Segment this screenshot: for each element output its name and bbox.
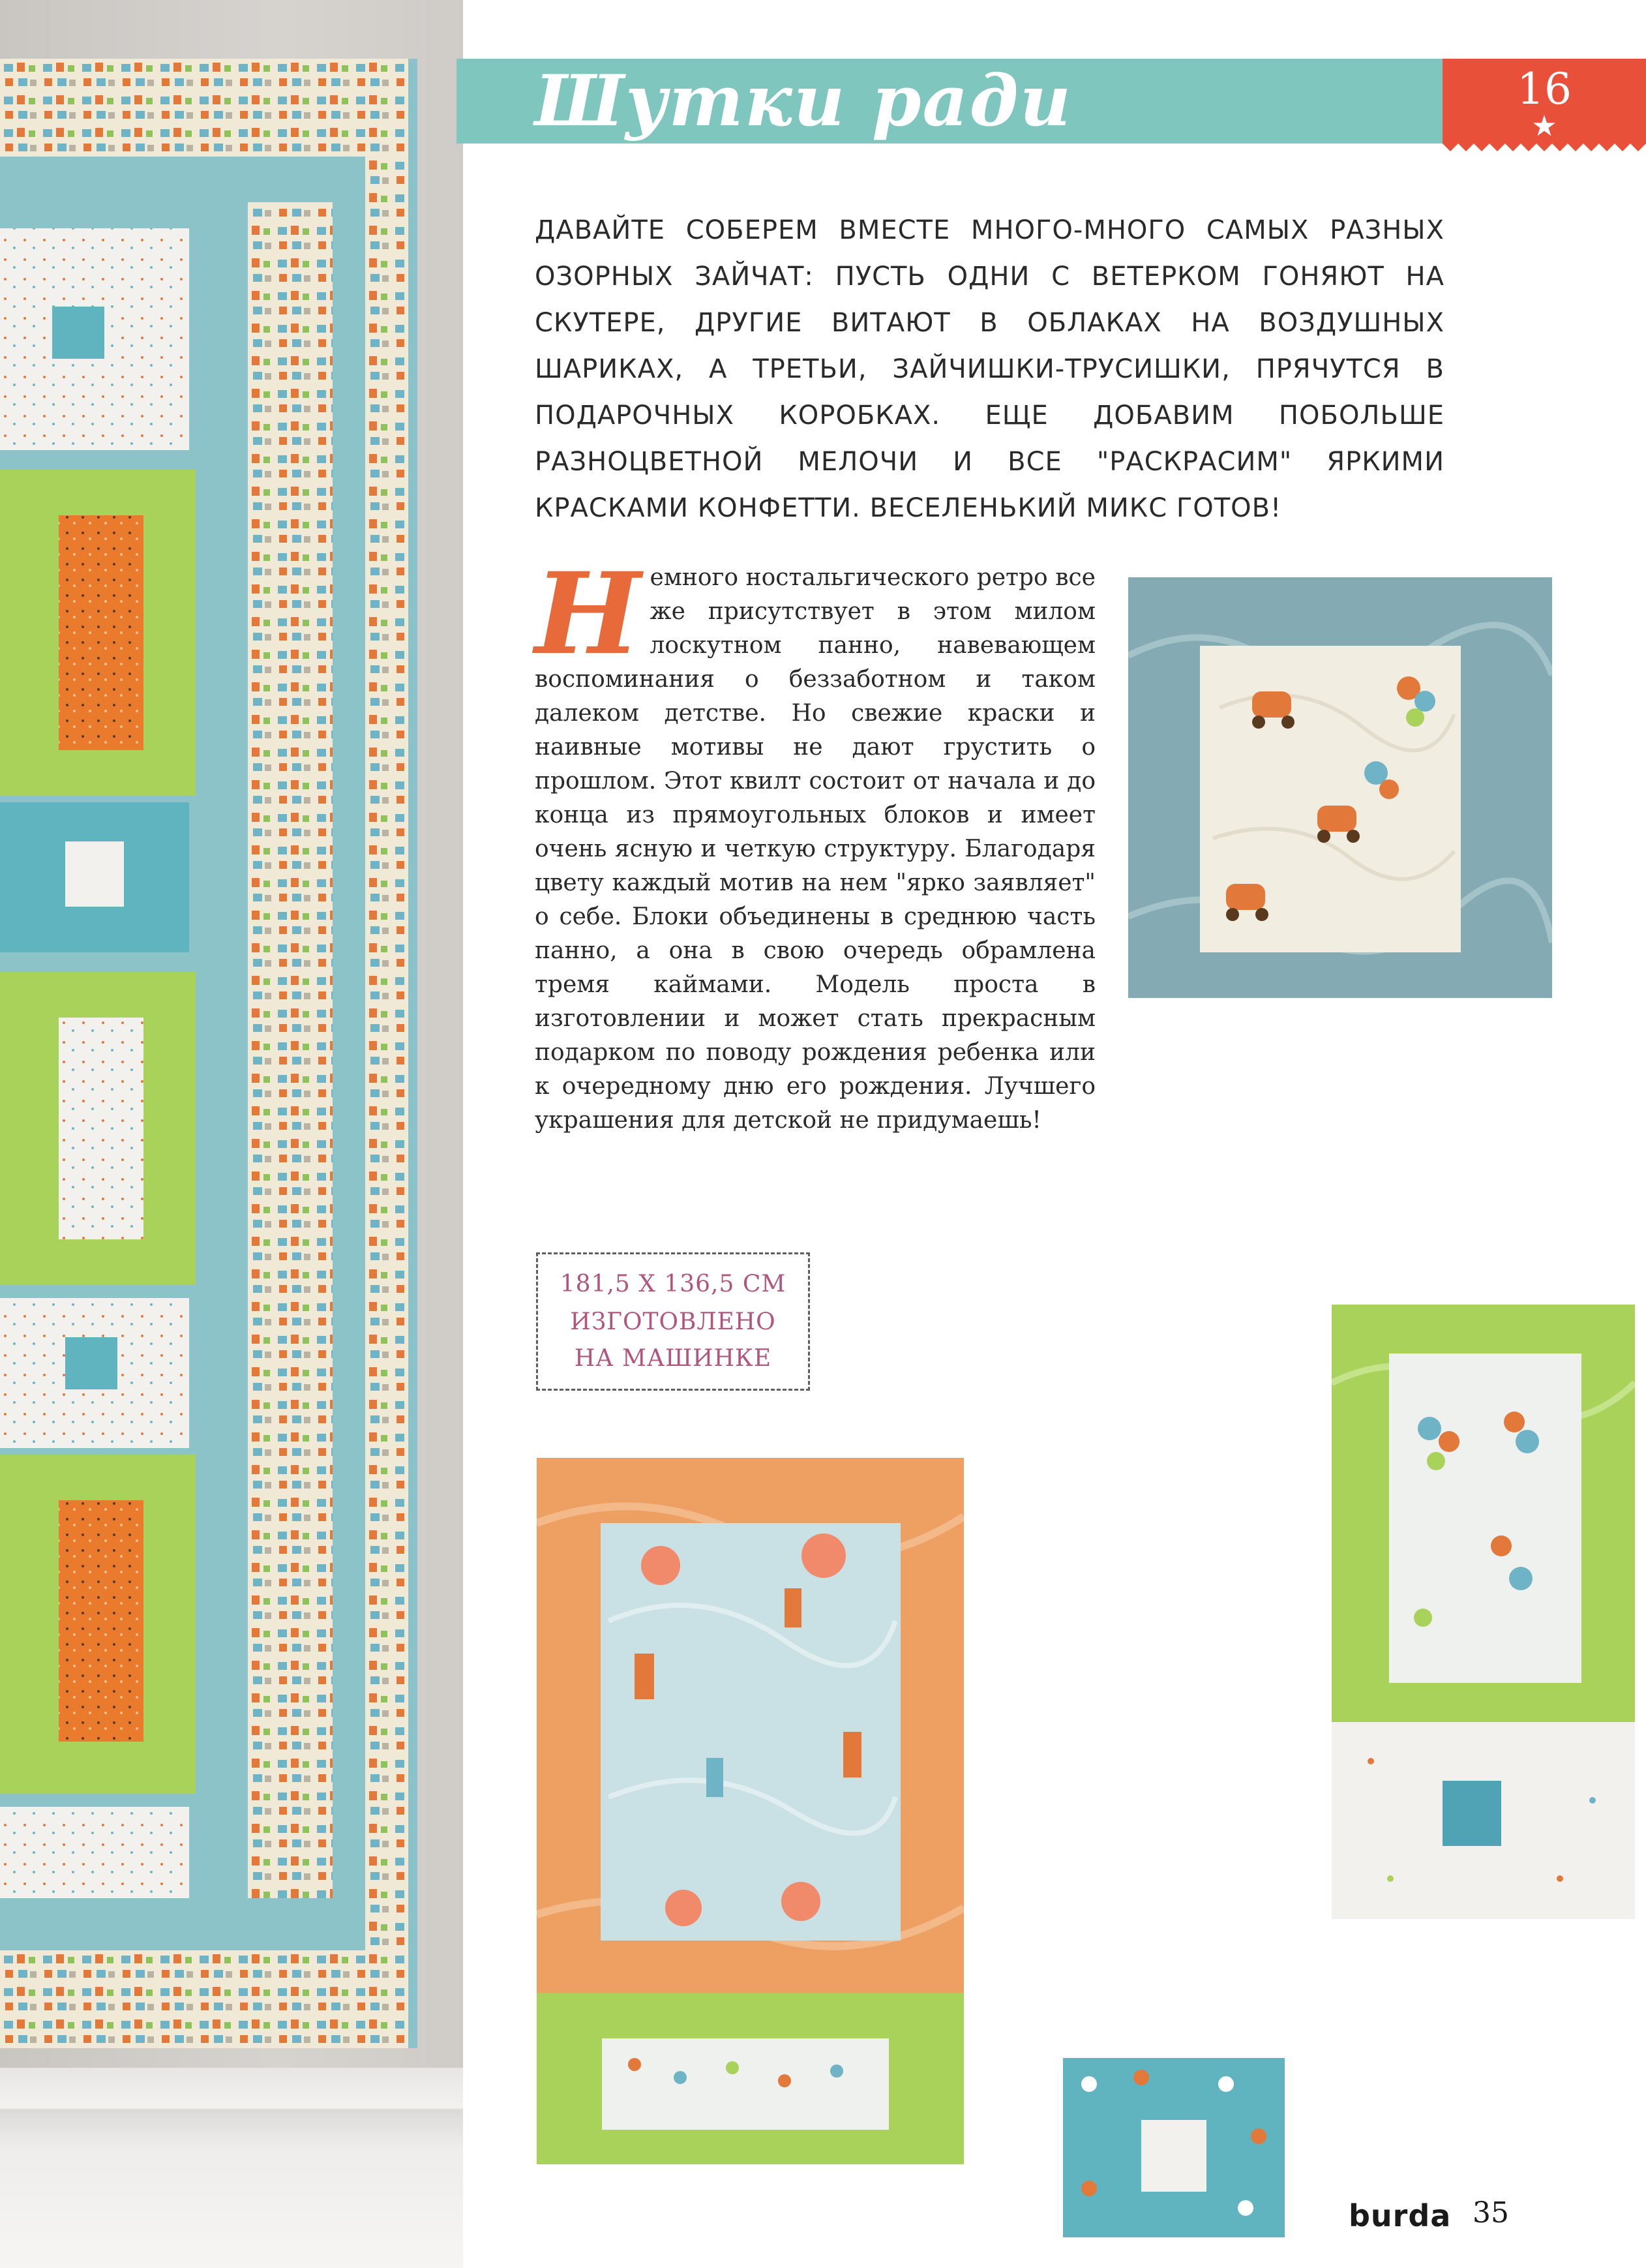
drop-cap: Н [535, 547, 641, 680]
star-icon: ★ [1531, 110, 1557, 143]
page-number: 35 [1473, 2196, 1509, 2230]
brand-logo: burda [1349, 2198, 1452, 2233]
baseboard [0, 2068, 463, 2268]
intro-paragraph: ДАВАЙТЕ СОБЕРЕМ ВМЕСТЕ МНОГО-МНОГО САМЫХ РАЗНЫХ ОЗОРНЫХ ЗАЙЧАТ: ПУСТЬ ОДНИ С ВЕТЕРКОМ ГОНЯЮТ НА СКУТЕРЕ, ДРУГИЕ ВИТАЮТ В ОБЛАКАХ НА ВОЗДУШНЫХ ШАРИКАХ, А ТРЕТЬИ, ЗАЙЧИШКИ-ТРУСИШКИ, ПРЯЧУТСЯ В ПОДАРОЧНЫХ КОРОБКАХ. ЕЩЕ ДОБАВИМ ПОБОЛЬШЕ РАЗНОЦВЕТНОЙ МЕЛОЧИ И ВСЕ "РАСКРАСИМ" ЯРКИМИ КРАСКАМИ КОНФЕТТИ. ВЕСЕЛЕНЬКИЙ МИКС ГОТОВ! [535, 215, 1444, 523]
spec-machine: НА МАШИНКЕ [574, 1345, 772, 1372]
quilt-block-photo-balloons [537, 1458, 964, 2164]
quilt-photo-main [0, 59, 417, 2048]
quilt-block-photo-tall [1332, 1305, 1635, 1919]
spec-made: ИЗГОТОВЛЕНО [570, 1308, 776, 1335]
page-title: Шутки ради [535, 60, 1073, 142]
body-paragraph: емного ностальгического ретро все же присутствует в этом милом лоскутном панно, навевающем воспоминания о беззаботном и таком далеком детстве. Но свежие краски и наивные мотивы не дают грустить о прошлом. Этот квилт состоит от начала и до конца из прямоугольных блоков и имеет очень ясную и четкую структуру. Благодаря цвету каждый мотив на нем "ярко заявляет" о себе. Блоки объединены в среднюю часть панно, а она в свою очередь обрамлена тремя каймами. Модель проста в изготовлении и может стать прекрасным подарком по поводу рождения ребенка или к очередному дню его рождения. Лучшего украшения для детской не придумаешь! [535, 564, 1096, 1134]
body-article [535, 547, 1096, 1138]
issue-number: 16 [1517, 64, 1572, 114]
quilt-block-photo-scooter [1128, 577, 1552, 998]
spec-size: 181,5 X 136,5 СМ [560, 1271, 786, 1297]
quilt-block-photo-small [1063, 2058, 1285, 2237]
